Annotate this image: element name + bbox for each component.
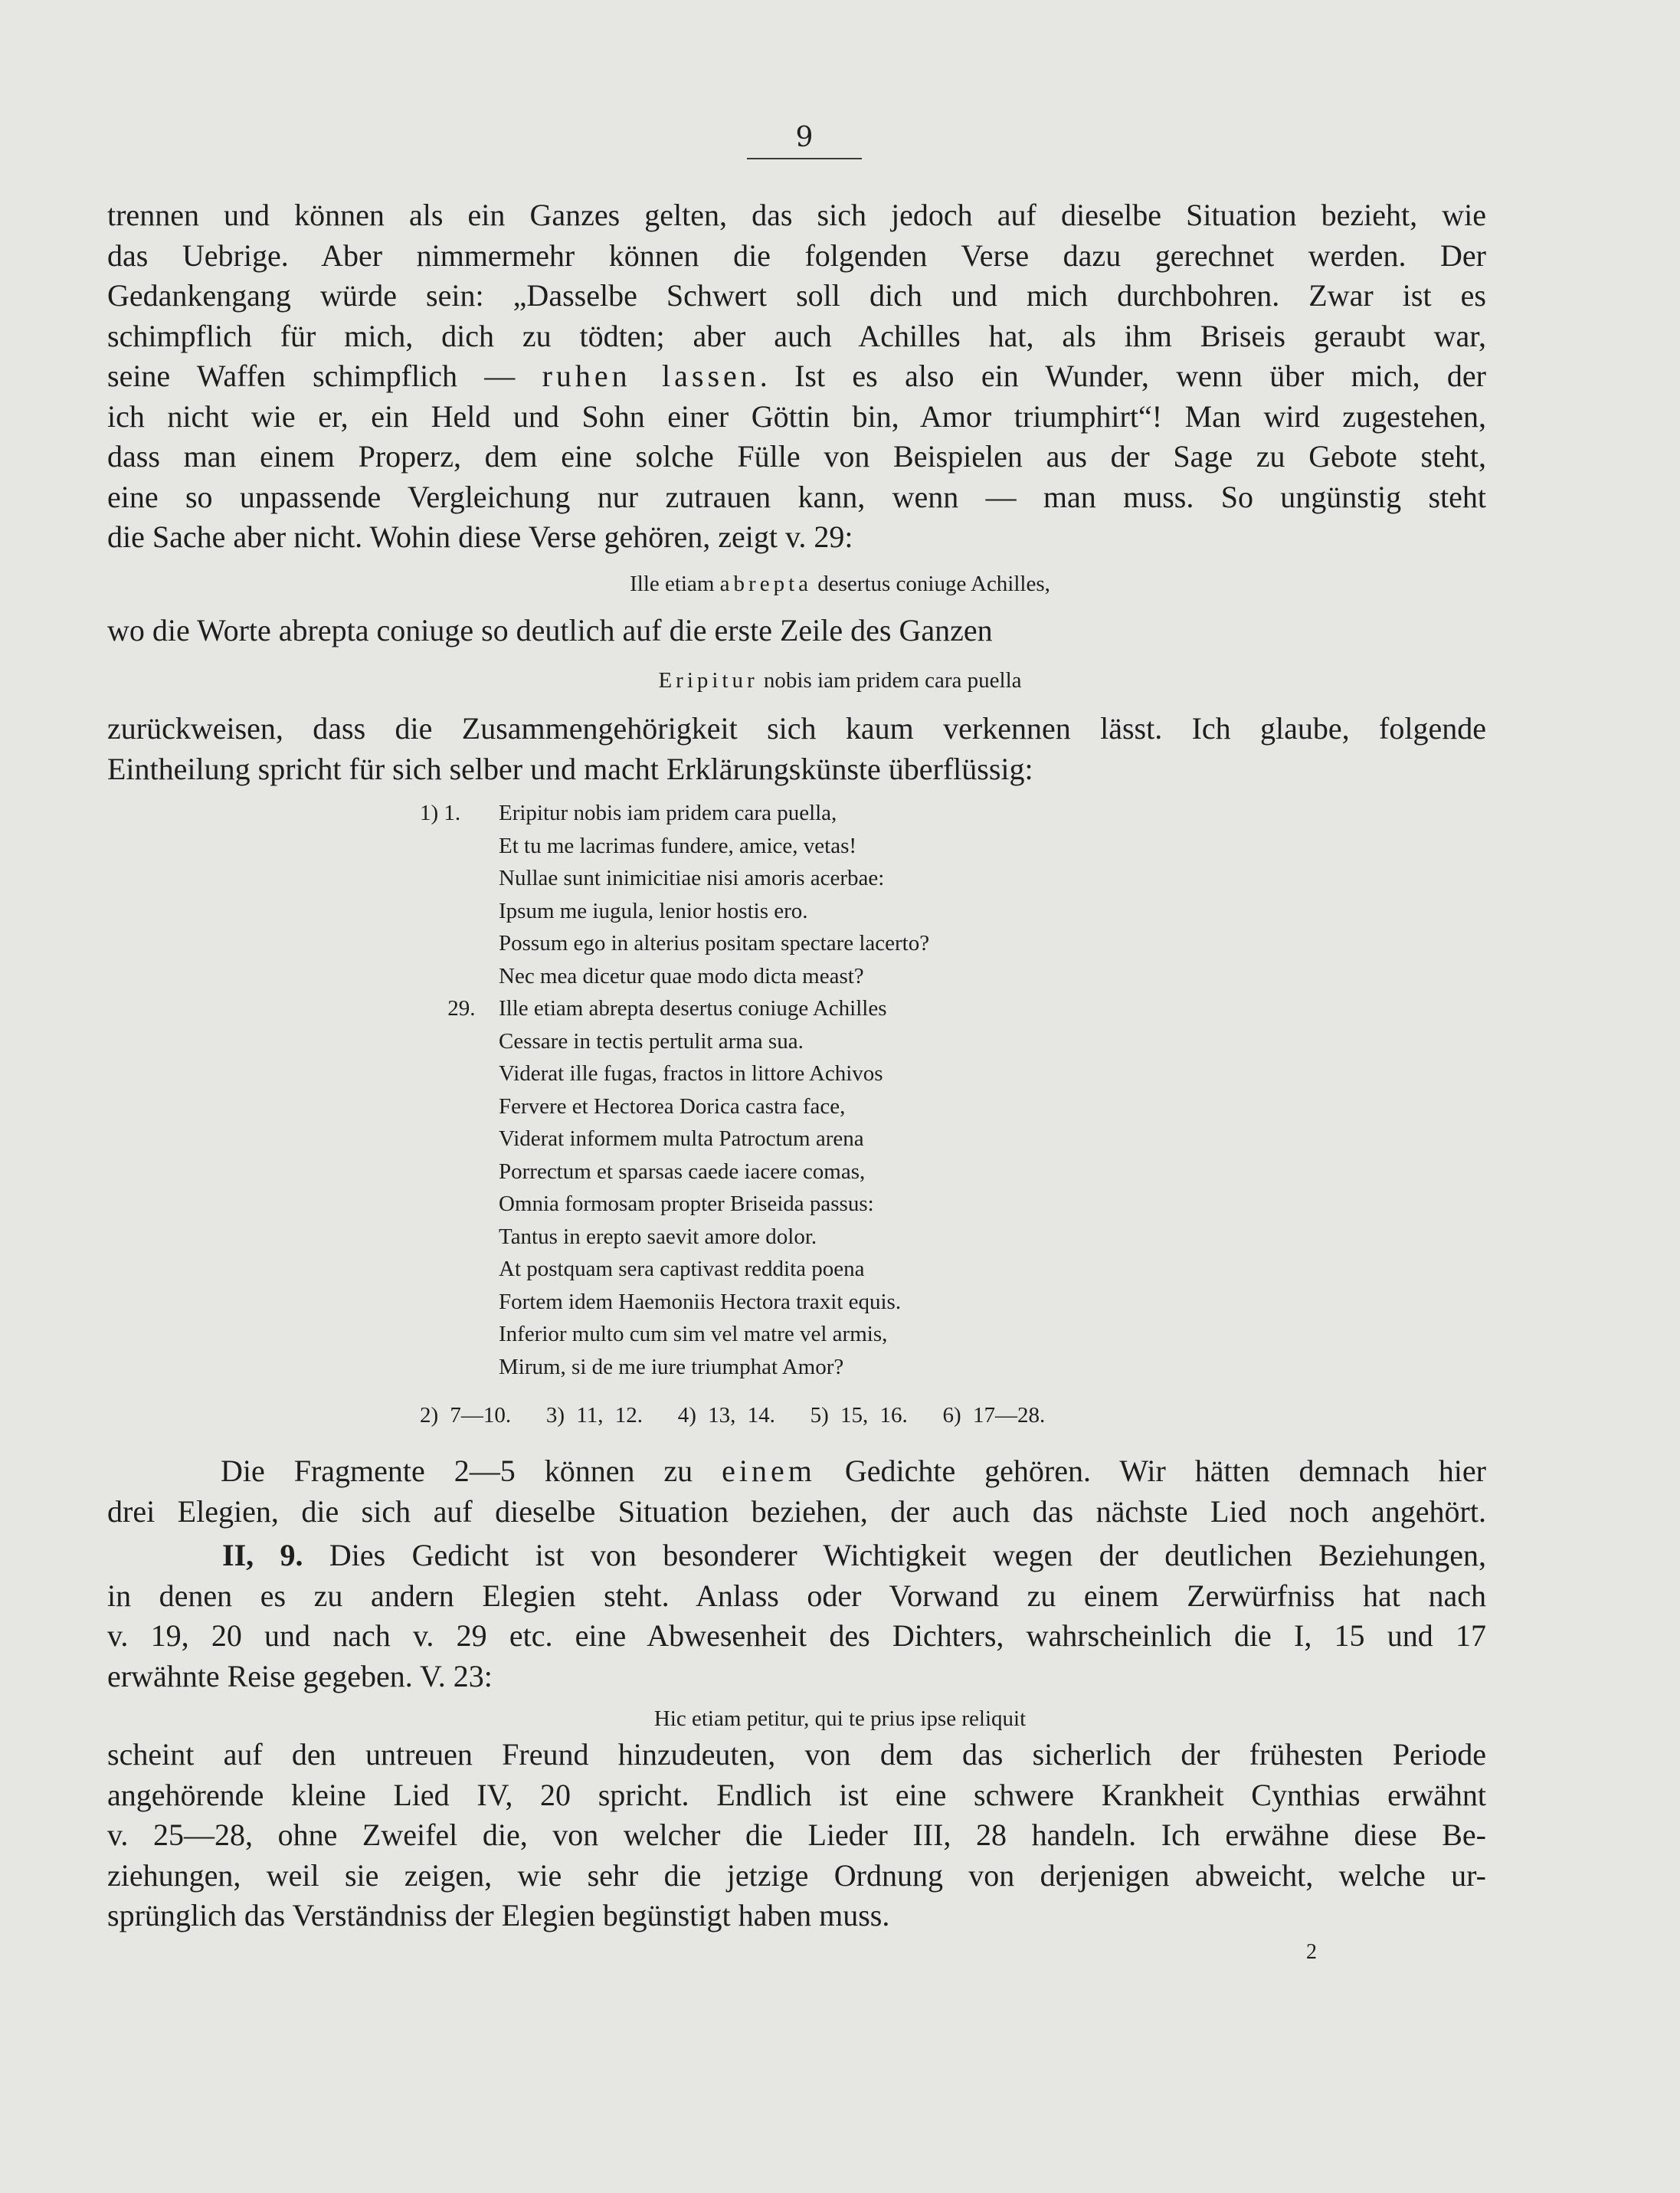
paragraph-2 [107, 611, 1486, 651]
line-text: Nullae sunt inimicitiae nisi amoris acerbae: [499, 866, 885, 890]
line-text: Fervere et Hectorea Dorica castra face, [499, 1093, 846, 1119]
line-text: Viderat informem multa Patroctum arena [499, 1126, 864, 1151]
verse-quote-2 [0, 665, 1680, 696]
text-line: das Uebrige. Aber nimmermehr können die folgenden Verse dazu gerechnet werden. Der [107, 238, 1486, 273]
text-line [107, 1451, 1486, 1492]
text-line: eine so unpassende Vergleichung nur zutrauen kann, wenn — man muss. So ungünstig steht [107, 479, 1486, 514]
printer-signature: 2 [1306, 1940, 1317, 1964]
section-label: II, 9. [222, 1538, 303, 1572]
text-fragment: . Ist es also ein Wunder, wenn über mich, der [759, 359, 1487, 393]
text-line: trennen und können als ein Ganzes gelten, das sich jedoch auf dieselbe Situation bezieht, wie [107, 198, 1486, 232]
line-label: 29. [420, 996, 476, 1021]
page-number: 9 [747, 121, 862, 159]
line-text: Tantus in erepto saevit amore dolor. [499, 1224, 817, 1249]
text-line: v. 19, 20 und nach v. 29 etc. eine Abwesenheit des Dichters, wahrscheinlich die I, 15 und 17 [107, 1618, 1486, 1653]
text-line: angehörende kleine Lied IV, 20 spricht. Endlich ist eine schwere Krankheit Cynthias erwähnt [107, 1777, 1486, 1812]
paragraph-5 [107, 1536, 1486, 1696]
line-text: Ipsum me iugula, lenior hostis ero. [499, 898, 808, 923]
line-text: Fortem idem Haemoniis Hectora traxit equis. [499, 1289, 902, 1314]
spaced-emphasis: abrepta [719, 572, 813, 596]
text-line: in denen es zu andern Elegien steht. Anlass oder Vorwand zu einem Zerwürfniss hat nach [107, 1578, 1486, 1613]
text-line: erwähnte Reise gegeben. V. 23: [107, 1658, 493, 1693]
text-line: die Sache aber nicht. Wohin diese Verse gehören, zeigt v. 29: [107, 520, 853, 554]
text-line: schimpflich für mich, dich zu tödten; aber auch Achilles hat, als ihm Briseis geraubt war, [107, 318, 1486, 353]
line-text: Et tu me lacrimas fundere, amice, vetas! [499, 833, 857, 858]
spaced-emphasis: einem [722, 1454, 816, 1488]
paragraph-4 [107, 1451, 1486, 1532]
text-fragment: Die Fragmente 2—5 können zu [221, 1454, 722, 1488]
paragraph-6 [107, 1735, 1486, 1936]
text-fragment: Dies Gedicht ist von besonderer Wichtigkeit wegen der deutlichen Beziehungen, [303, 1538, 1486, 1572]
text-fragment: Gedichte gehören. Wir hätten demnach hier [815, 1454, 1486, 1488]
verse-quote-3: Hic etiam petitur, qui te prius ipse reliquit [653, 1706, 1027, 1731]
line-text: Omnia formosam propter Briseida passus: [499, 1192, 874, 1216]
text-line: zurückweisen, dass die Zusammengehörigkeit sich kaum verkennen lässt. Ich glaube, folgende [107, 711, 1486, 746]
text-line [107, 356, 1486, 397]
text-line: Gedankengang würde sein: „Dasselbe Schwert soll dich und mich durchbohren. Zwar ist es [107, 278, 1486, 313]
line-text: Ille etiam abrepta desertus coniuge Achilles [499, 996, 887, 1021]
line-text: Viderat ille fugas, fractos in littore Achivos [499, 1061, 883, 1086]
paragraph-3 [107, 709, 1486, 789]
quote-text: Ille etiam [630, 572, 720, 596]
line-text: Eripitur nobis iam pridem cara puella, [499, 801, 837, 825]
line-text: Cessare in tectis pertulit arma sua. [499, 1028, 804, 1054]
text-line: v. 25—28, ohne Zweifel die, von welcher die Lieder III, 28 handeln. Ich erwähne diese Be- [107, 1818, 1486, 1852]
fragment-list: 2) 7—10. 3) 11, 12. 4) 13, 14. 5) 15, 16. 6) 17—28. [420, 1403, 1046, 1428]
line-text: Nec mea dicetur quae modo dicta meast? [499, 963, 864, 988]
text-line: Eintheilung spricht für sich selber und macht Erklärungskünste überflüssig: [107, 751, 1033, 786]
paragraph-1 [107, 195, 1486, 558]
text-fragment: seine Waffen schimpflich — [107, 359, 542, 393]
text-line: sprünglich das Verständniss der Elegien begünstigt haben muss. [107, 1898, 890, 1932]
text-line: scheint auf den untreuen Freund hinzudeuten, von dem das sicherlich der frühesten Periode [107, 1737, 1486, 1772]
text-line: drei Elegien, die sich auf dieselbe Situation beziehen, der auch das nächste Lied noch angehört. [107, 1493, 1486, 1529]
line-text: Mirum, si de me iure triumphat Amor? [499, 1354, 844, 1379]
line-label: 1) 1. [420, 801, 461, 825]
text-line: ich nicht wie er, ein Held und Sohn einer Göttin bin, Amor triumphirt“! Man wird zugestehen, [107, 398, 1486, 434]
quote-text: desertus coniuge Achilles, [812, 572, 1050, 596]
quote-text: nobis iam pridem cara puella [758, 668, 1022, 693]
line-text: Inferior multo cum sim vel matre vel armis, [499, 1322, 888, 1346]
text-line: dass man einem Properz, dem eine solche Fülle von Beispielen aus der Sage zu Gebote steht, [107, 439, 1486, 474]
spaced-emphasis: Eripitur [658, 668, 758, 693]
text-line: wo die Worte abrepta coniuge so deutlich auf die erste Zeile des Ganzen [107, 613, 993, 647]
verse-quote-1 [0, 569, 1680, 599]
spaced-emphasis: ruhen lassen [542, 359, 760, 393]
line-text: Porrectum et sparsas caede iacere comas, [499, 1159, 866, 1184]
line-text: Possum ego in alterius positam spectare lacerto? [499, 931, 930, 956]
text-line [107, 1536, 1486, 1576]
line-text: At postquam sera captivast reddita poena [499, 1257, 865, 1281]
text-line: ziehungen, weil sie zeigen, wie sehr die jetzige Ordnung von derjenigen abweicht, welche ur- [107, 1857, 1486, 1893]
